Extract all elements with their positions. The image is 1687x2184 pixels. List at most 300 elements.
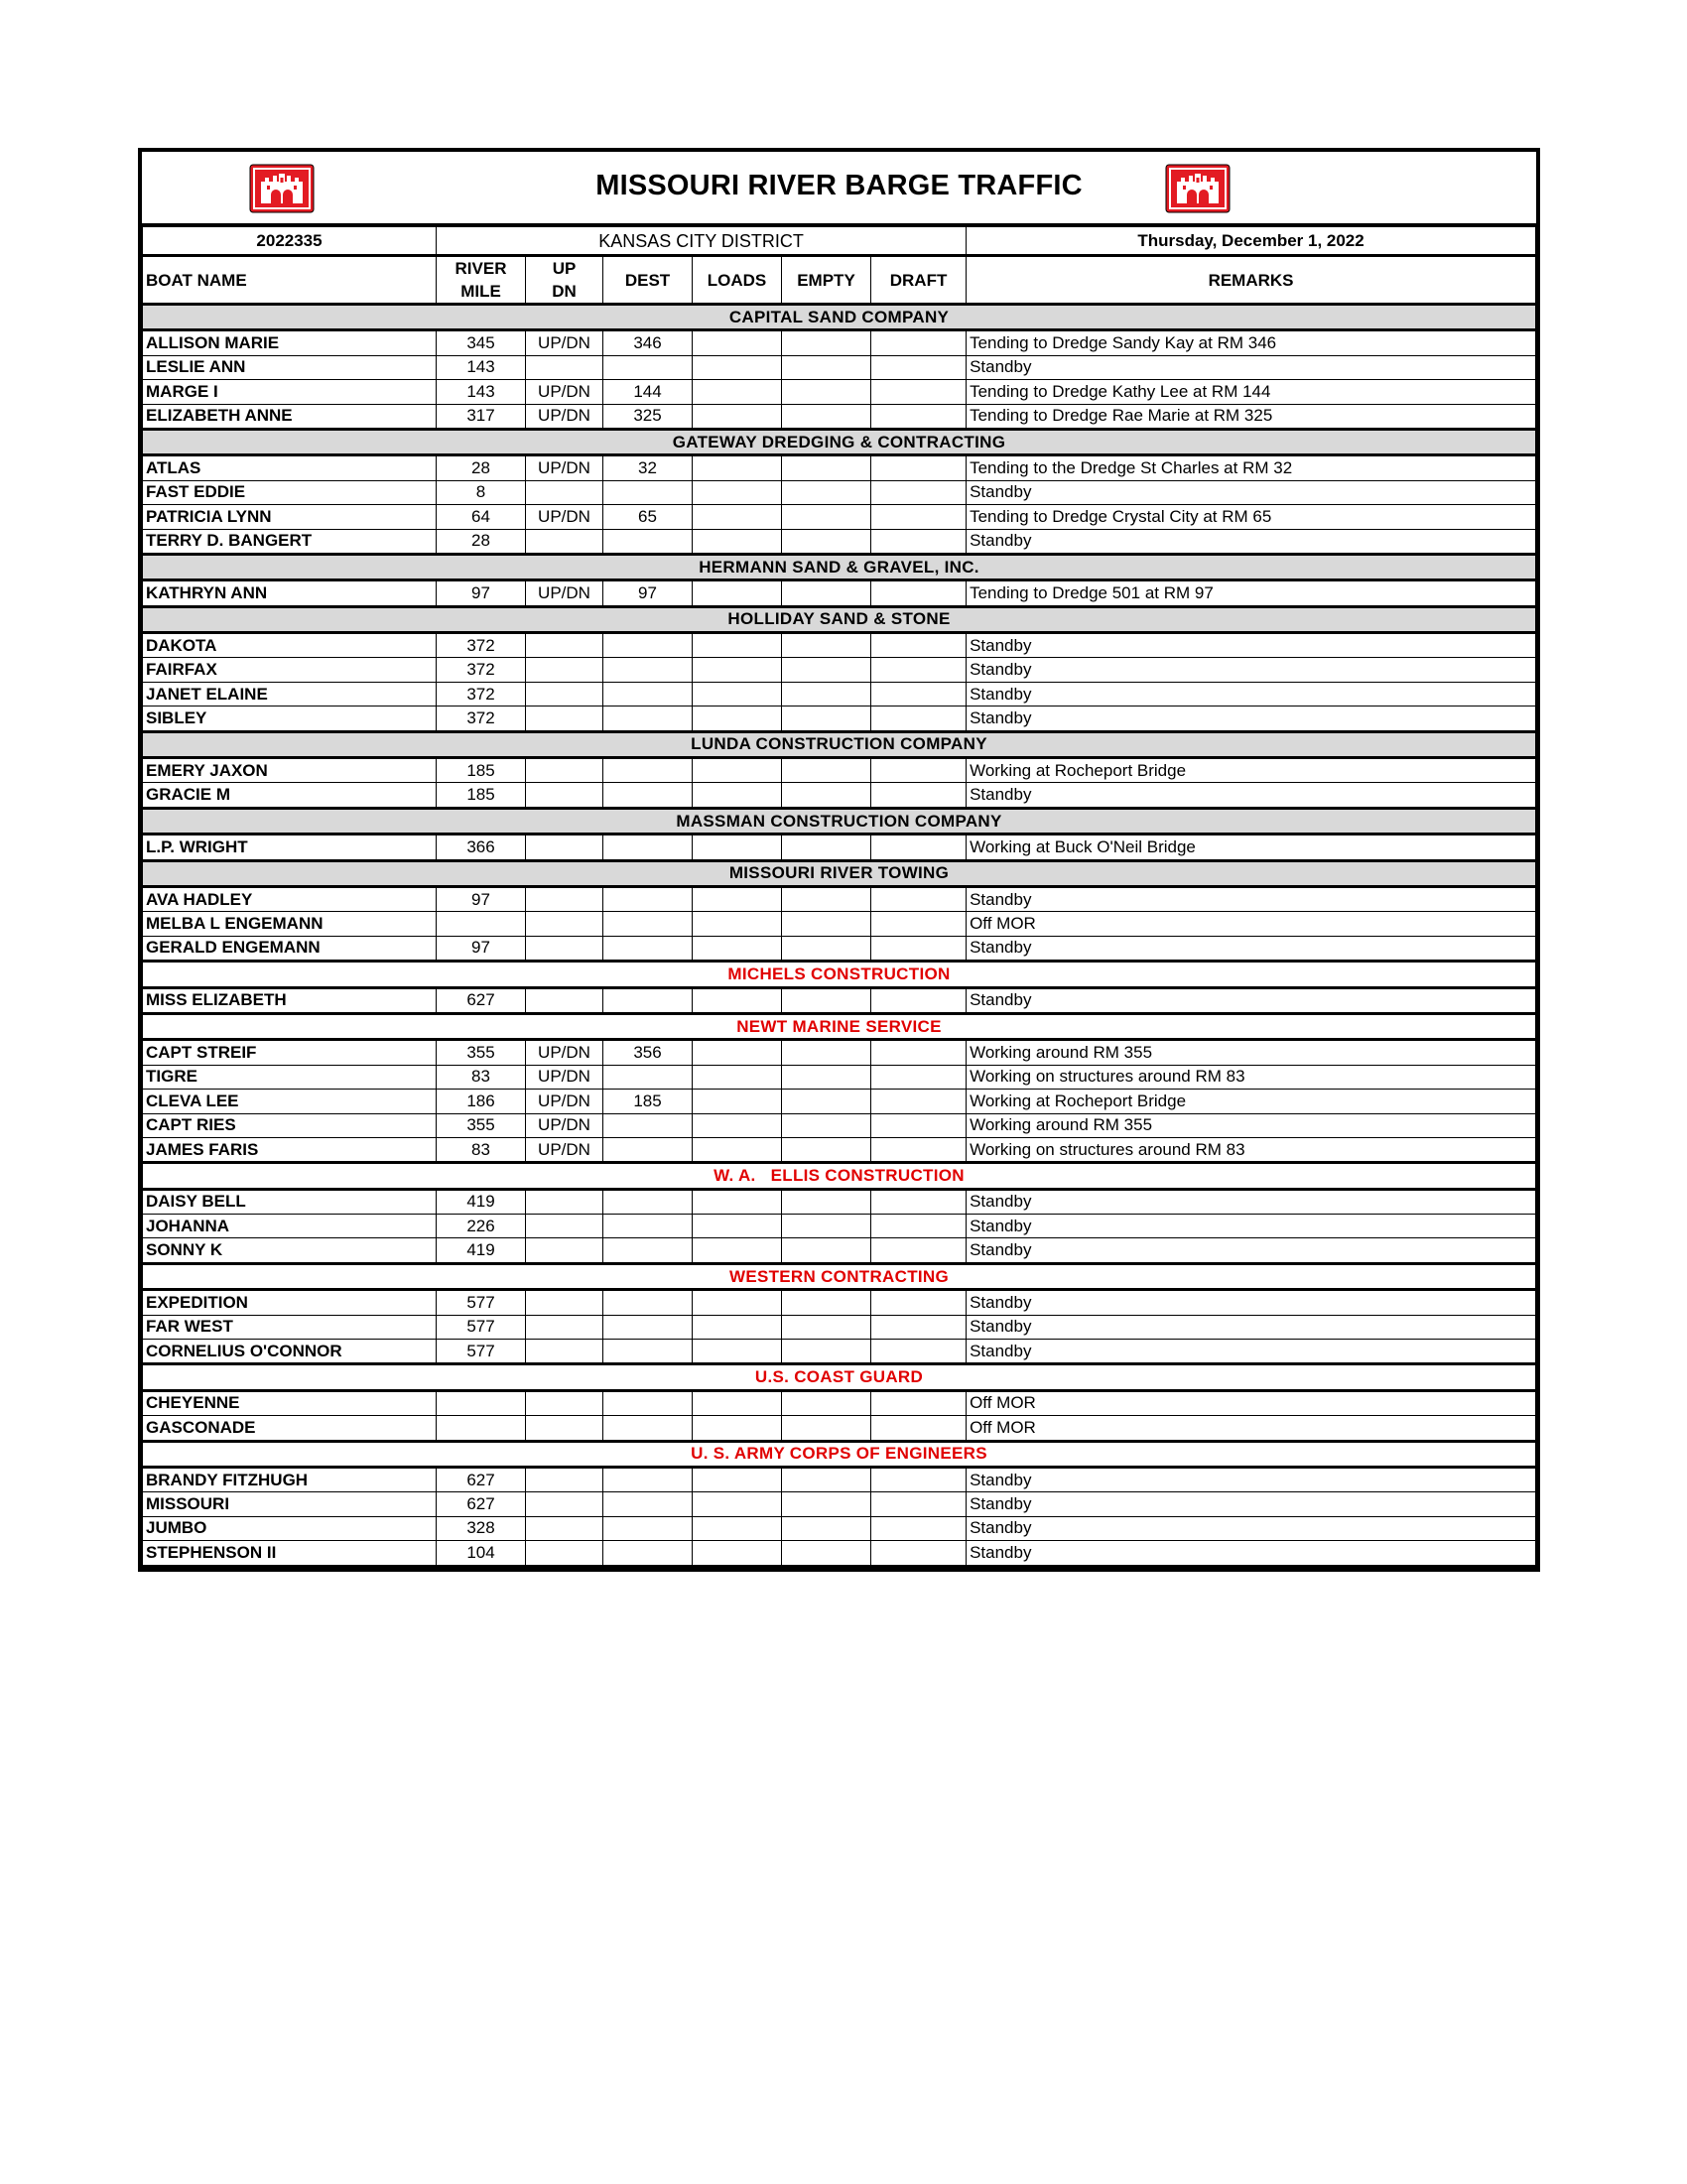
loads-cell [693, 404, 782, 429]
remarks-cell: Standby [967, 1238, 1536, 1263]
table-row [143, 480, 1536, 504]
boat-name-cell: JOHANNA [143, 1215, 437, 1238]
company-name: CAPITAL SAND COMPANY [143, 305, 1536, 330]
table-row [143, 1467, 1536, 1491]
empty-cell [782, 455, 871, 480]
boat-name-cell: CORNELIUS O'CONNOR [143, 1340, 437, 1364]
col-dest: DEST [603, 256, 693, 305]
loads-cell [693, 1390, 782, 1415]
river-mile-cell: 372 [437, 633, 526, 658]
loads-cell [693, 783, 782, 808]
river-mile-cell: 366 [437, 835, 526, 860]
remarks-cell: Tending to Dredge Sandy Kay at RM 346 [967, 330, 1536, 355]
table-row [143, 1541, 1536, 1566]
dest-cell [603, 355, 693, 379]
empty-cell [782, 404, 871, 429]
up-dn-cell: UP/DN [526, 455, 603, 480]
boat-name-cell: FAR WEST [143, 1315, 437, 1339]
river-mile-cell: 372 [437, 707, 526, 731]
boat-name-cell: BRANDY FITZHUGH [143, 1467, 437, 1491]
remarks-cell: Tending to the Dredge St Charles at RM 32 [967, 455, 1536, 480]
table-row [143, 455, 1536, 480]
up-dn-cell [526, 936, 603, 961]
boat-name-cell: ELIZABETH ANNE [143, 404, 437, 429]
up-dn-cell [526, 480, 603, 504]
loads-cell [693, 1315, 782, 1339]
loads-cell [693, 1340, 782, 1364]
boat-name-cell: MELBA L ENGEMANN [143, 912, 437, 936]
loads-cell [693, 1137, 782, 1162]
company-header [143, 554, 1536, 579]
dest-cell [603, 1137, 693, 1162]
up-dn-cell [526, 1238, 603, 1263]
empty-cell [782, 1113, 871, 1137]
draft-cell [871, 355, 967, 379]
remarks-cell: Standby [967, 1189, 1536, 1214]
river-mile-cell: 83 [437, 1137, 526, 1162]
boat-name-cell: JUMBO [143, 1516, 437, 1540]
draft-cell [871, 380, 967, 404]
remarks-cell: Standby [967, 987, 1536, 1013]
loads-cell [693, 633, 782, 658]
remarks-cell: Working on structures around RM 83 [967, 1137, 1536, 1162]
draft-cell [871, 1541, 967, 1566]
dest-cell [603, 835, 693, 860]
table-row [143, 1290, 1536, 1315]
loads-cell [693, 1238, 782, 1263]
empty-cell [782, 987, 871, 1013]
empty-cell [782, 633, 871, 658]
draft-cell [871, 1090, 967, 1113]
up-dn-cell [526, 1290, 603, 1315]
table-body [143, 305, 1536, 1567]
dest-cell: 144 [603, 380, 693, 404]
draft-cell [871, 707, 967, 731]
boat-name-cell: TERRY D. BANGERT [143, 529, 437, 554]
company-header [143, 1013, 1536, 1039]
boat-name-cell: EMERY JAXON [143, 758, 437, 783]
loads-cell [693, 1113, 782, 1137]
draft-cell [871, 580, 967, 606]
remarks-cell: Tending to Dredge Rae Marie at RM 325 [967, 404, 1536, 429]
remarks-cell: Working at Buck O'Neil Bridge [967, 835, 1536, 860]
remarks-cell: Standby [967, 1340, 1536, 1364]
dest-cell: 185 [603, 1090, 693, 1113]
empty-cell [782, 1492, 871, 1516]
barge-table [142, 226, 1536, 1568]
empty-cell [782, 1340, 871, 1364]
draft-cell [871, 912, 967, 936]
river-mile-cell: 345 [437, 330, 526, 355]
company-header [143, 962, 1536, 987]
dest-cell [603, 1492, 693, 1516]
info-row [143, 227, 1536, 256]
up-dn-cell: UP/DN [526, 330, 603, 355]
remarks-cell: Standby [967, 1516, 1536, 1540]
draft-cell [871, 480, 967, 504]
usace-castle-icon [1165, 164, 1231, 213]
empty-cell [782, 1090, 871, 1113]
table-row [143, 1416, 1536, 1441]
up-dn-cell [526, 1189, 603, 1214]
company-name: MICHELS CONSTRUCTION [143, 962, 1536, 987]
up-dn-cell: UP/DN [526, 1040, 603, 1065]
draft-cell [871, 404, 967, 429]
empty-cell [782, 936, 871, 961]
dest-cell [603, 1340, 693, 1364]
col-remarks: REMARKS [967, 256, 1536, 305]
col-boat-name: BOAT NAME [143, 256, 437, 305]
loads-cell [693, 1516, 782, 1540]
empty-cell [782, 480, 871, 504]
loads-cell [693, 1492, 782, 1516]
river-mile-cell: 97 [437, 886, 526, 911]
boat-name-cell: SIBLEY [143, 707, 437, 731]
company-name: NEWT MARINE SERVICE [143, 1013, 1536, 1039]
table-row [143, 580, 1536, 606]
empty-cell [782, 1390, 871, 1415]
company-name: MASSMAN CONSTRUCTION COMPANY [143, 808, 1536, 834]
dest-cell [603, 1065, 693, 1089]
draft-cell [871, 1467, 967, 1491]
table-row [143, 912, 1536, 936]
dest-cell [603, 1315, 693, 1339]
draft-cell [871, 1065, 967, 1089]
report-date: Thursday, December 1, 2022 [967, 227, 1536, 256]
loads-cell [693, 1215, 782, 1238]
loads-cell [693, 1416, 782, 1441]
river-mile-cell: 627 [437, 1467, 526, 1491]
table-row [143, 707, 1536, 731]
table-row [143, 658, 1536, 682]
up-dn-cell [526, 1492, 603, 1516]
loads-cell [693, 886, 782, 911]
dest-cell [603, 682, 693, 706]
up-dn-cell: UP/DN [526, 1113, 603, 1137]
dest-cell [603, 658, 693, 682]
remarks-cell: Standby [967, 480, 1536, 504]
loads-cell [693, 529, 782, 554]
up-dn-cell [526, 355, 603, 379]
company-header [143, 429, 1536, 454]
dest-cell: 325 [603, 404, 693, 429]
up-dn-cell: UP/DN [526, 1090, 603, 1113]
river-mile-cell [437, 1416, 526, 1441]
table-row [143, 1238, 1536, 1263]
river-mile-cell: 97 [437, 580, 526, 606]
up-dn-cell: UP/DN [526, 1065, 603, 1089]
table-row [143, 380, 1536, 404]
up-dn-cell: UP/DN [526, 1137, 603, 1162]
remarks-cell: Standby [967, 1290, 1536, 1315]
boat-name-cell: LESLIE ANN [143, 355, 437, 379]
col-draft: DRAFT [871, 256, 967, 305]
table-row [143, 404, 1536, 429]
boat-name-cell: JAMES FARIS [143, 1137, 437, 1162]
empty-cell [782, 783, 871, 808]
empty-cell [782, 682, 871, 706]
loads-cell [693, 355, 782, 379]
empty-cell [782, 758, 871, 783]
draft-cell [871, 835, 967, 860]
empty-cell [782, 580, 871, 606]
river-mile-cell: 372 [437, 682, 526, 706]
company-header [143, 731, 1536, 757]
boat-name-cell: CHEYENNE [143, 1390, 437, 1415]
dest-cell [603, 758, 693, 783]
draft-cell [871, 1215, 967, 1238]
boat-name-cell: DAKOTA [143, 633, 437, 658]
dest-cell: 65 [603, 505, 693, 529]
empty-cell [782, 1541, 871, 1566]
table-row [143, 1137, 1536, 1162]
boat-name-cell: STEPHENSON II [143, 1541, 437, 1566]
river-mile-cell: 28 [437, 529, 526, 554]
boat-name-cell: PATRICIA LYNN [143, 505, 437, 529]
river-mile-cell: 355 [437, 1113, 526, 1137]
empty-cell [782, 1315, 871, 1339]
boat-name-cell: MISS ELIZABETH [143, 987, 437, 1013]
boat-name-cell: GASCONADE [143, 1416, 437, 1441]
remarks-cell: Off MOR [967, 912, 1536, 936]
dest-cell [603, 480, 693, 504]
empty-cell [782, 1189, 871, 1214]
boat-name-cell: AVA HADLEY [143, 886, 437, 911]
table-row [143, 1215, 1536, 1238]
dest-cell [603, 1541, 693, 1566]
dest-cell [603, 936, 693, 961]
draft-cell [871, 1492, 967, 1516]
remarks-cell: Working at Rocheport Bridge [967, 758, 1536, 783]
loads-cell [693, 1189, 782, 1214]
empty-cell [782, 1040, 871, 1065]
dest-cell: 346 [603, 330, 693, 355]
remarks-cell: Standby [967, 783, 1536, 808]
loads-cell [693, 1541, 782, 1566]
remarks-cell: Working at Rocheport Bridge [967, 1090, 1536, 1113]
loads-cell [693, 455, 782, 480]
draft-cell [871, 1189, 967, 1214]
company-name: MISSOURI RIVER TOWING [143, 860, 1536, 886]
boat-name-cell: GERALD ENGEMANN [143, 936, 437, 961]
empty-cell [782, 1215, 871, 1238]
boat-name-cell: KATHRYN ANN [143, 580, 437, 606]
dest-cell: 97 [603, 580, 693, 606]
dest-cell [603, 1113, 693, 1137]
company-header [143, 1163, 1536, 1189]
loads-cell [693, 505, 782, 529]
loads-cell [693, 1040, 782, 1065]
table-row [143, 987, 1536, 1013]
draft-cell [871, 1290, 967, 1315]
table-row [143, 1040, 1536, 1065]
table-row [143, 1189, 1536, 1214]
boat-name-cell: L.P. WRIGHT [143, 835, 437, 860]
loads-cell [693, 1090, 782, 1113]
draft-cell [871, 936, 967, 961]
river-mile-cell: 577 [437, 1340, 526, 1364]
company-name: HERMANN SAND & GRAVEL, INC. [143, 554, 1536, 579]
river-mile-cell: 83 [437, 1065, 526, 1089]
empty-cell [782, 1137, 871, 1162]
river-mile-cell: 185 [437, 758, 526, 783]
loads-cell [693, 987, 782, 1013]
table-row [143, 633, 1536, 658]
company-name: LUNDA CONSTRUCTION COMPANY [143, 731, 1536, 757]
remarks-cell: Standby [967, 633, 1536, 658]
report-title: MISSOURI RIVER BARGE TRAFFIC [595, 170, 1083, 201]
up-dn-cell: UP/DN [526, 404, 603, 429]
river-mile-cell [437, 1390, 526, 1415]
dest-cell [603, 529, 693, 554]
river-mile-cell: 8 [437, 480, 526, 504]
col-loads: LOADS [693, 256, 782, 305]
remarks-cell: Tending to Dredge 501 at RM 97 [967, 580, 1536, 606]
remarks-cell: Standby [967, 658, 1536, 682]
loads-cell [693, 707, 782, 731]
report-id: 2022335 [143, 227, 437, 256]
draft-cell [871, 1238, 967, 1263]
draft-cell [871, 758, 967, 783]
col-river-mile: RIVER MILE [437, 256, 526, 305]
up-dn-cell [526, 658, 603, 682]
up-dn-cell [526, 1516, 603, 1540]
boat-name-cell: ALLISON MARIE [143, 330, 437, 355]
loads-cell [693, 936, 782, 961]
dest-cell: 356 [603, 1040, 693, 1065]
table-row [143, 355, 1536, 379]
table-row [143, 1315, 1536, 1339]
title-bar [142, 152, 1536, 226]
draft-cell [871, 1516, 967, 1540]
up-dn-cell [526, 682, 603, 706]
company-name: U.S. COAST GUARD [143, 1364, 1536, 1390]
boat-name-cell: DAISY BELL [143, 1189, 437, 1214]
remarks-cell: Standby [967, 682, 1536, 706]
company-name: W. A. ELLIS CONSTRUCTION [143, 1163, 1536, 1189]
table-row [143, 783, 1536, 808]
company-header [143, 1364, 1536, 1390]
up-dn-cell [526, 707, 603, 731]
dest-cell [603, 1215, 693, 1238]
draft-cell [871, 1137, 967, 1162]
up-dn-cell [526, 758, 603, 783]
up-dn-cell [526, 529, 603, 554]
river-mile-cell: 627 [437, 987, 526, 1013]
draft-cell [871, 1040, 967, 1065]
empty-cell [782, 1467, 871, 1491]
remarks-cell: Working around RM 355 [967, 1040, 1536, 1065]
dest-cell [603, 1516, 693, 1540]
up-dn-cell [526, 1215, 603, 1238]
up-dn-cell [526, 912, 603, 936]
table-row [143, 330, 1536, 355]
draft-cell [871, 886, 967, 911]
empty-cell [782, 1065, 871, 1089]
draft-cell [871, 1340, 967, 1364]
empty-cell [782, 1290, 871, 1315]
table-row [143, 835, 1536, 860]
river-mile-cell [437, 912, 526, 936]
empty-cell [782, 330, 871, 355]
empty-cell [782, 1238, 871, 1263]
draft-cell [871, 633, 967, 658]
dest-cell [603, 633, 693, 658]
up-dn-cell [526, 1467, 603, 1491]
up-dn-cell [526, 783, 603, 808]
remarks-cell: Standby [967, 1467, 1536, 1491]
river-mile-cell: 104 [437, 1541, 526, 1566]
remarks-cell: Standby [967, 707, 1536, 731]
up-dn-cell: UP/DN [526, 580, 603, 606]
remarks-cell: Standby [967, 1541, 1536, 1566]
draft-cell [871, 455, 967, 480]
dest-cell: 32 [603, 455, 693, 480]
dest-cell [603, 1467, 693, 1491]
table-row [143, 1090, 1536, 1113]
empty-cell [782, 505, 871, 529]
empty-cell [782, 886, 871, 911]
dest-cell [603, 1390, 693, 1415]
draft-cell [871, 1113, 967, 1137]
draft-cell [871, 987, 967, 1013]
up-dn-cell [526, 886, 603, 911]
empty-cell [782, 529, 871, 554]
boat-name-cell: MARGE I [143, 380, 437, 404]
remarks-cell: Standby [967, 936, 1536, 961]
table-row [143, 682, 1536, 706]
up-dn-cell [526, 987, 603, 1013]
river-mile-cell: 64 [437, 505, 526, 529]
draft-cell [871, 783, 967, 808]
empty-cell [782, 835, 871, 860]
table-row [143, 1390, 1536, 1415]
empty-cell [782, 1516, 871, 1540]
company-header [143, 860, 1536, 886]
river-mile-cell: 419 [437, 1189, 526, 1214]
dest-cell [603, 1416, 693, 1441]
company-name: GATEWAY DREDGING & CONTRACTING [143, 429, 1536, 454]
table-row [143, 886, 1536, 911]
dest-cell [603, 912, 693, 936]
dest-cell [603, 886, 693, 911]
loads-cell [693, 912, 782, 936]
draft-cell [871, 330, 967, 355]
loads-cell [693, 330, 782, 355]
up-dn-cell [526, 1541, 603, 1566]
draft-cell [871, 529, 967, 554]
district-name: KANSAS CITY DISTRICT [437, 227, 967, 256]
remarks-cell: Tending to Dredge Crystal City at RM 65 [967, 505, 1536, 529]
company-header [143, 1263, 1536, 1289]
draft-cell [871, 1390, 967, 1415]
up-dn-cell: UP/DN [526, 380, 603, 404]
remarks-cell: Standby [967, 886, 1536, 911]
draft-cell [871, 505, 967, 529]
remarks-cell: Standby [967, 1492, 1536, 1516]
dest-cell [603, 1290, 693, 1315]
company-header [143, 305, 1536, 330]
col-up-dn: UP DN [526, 256, 603, 305]
draft-cell [871, 1416, 967, 1441]
draft-cell [871, 682, 967, 706]
river-mile-cell: 226 [437, 1215, 526, 1238]
boat-name-cell: ATLAS [143, 455, 437, 480]
table-row [143, 505, 1536, 529]
river-mile-cell: 577 [437, 1315, 526, 1339]
loads-cell [693, 658, 782, 682]
dest-cell [603, 1238, 693, 1263]
